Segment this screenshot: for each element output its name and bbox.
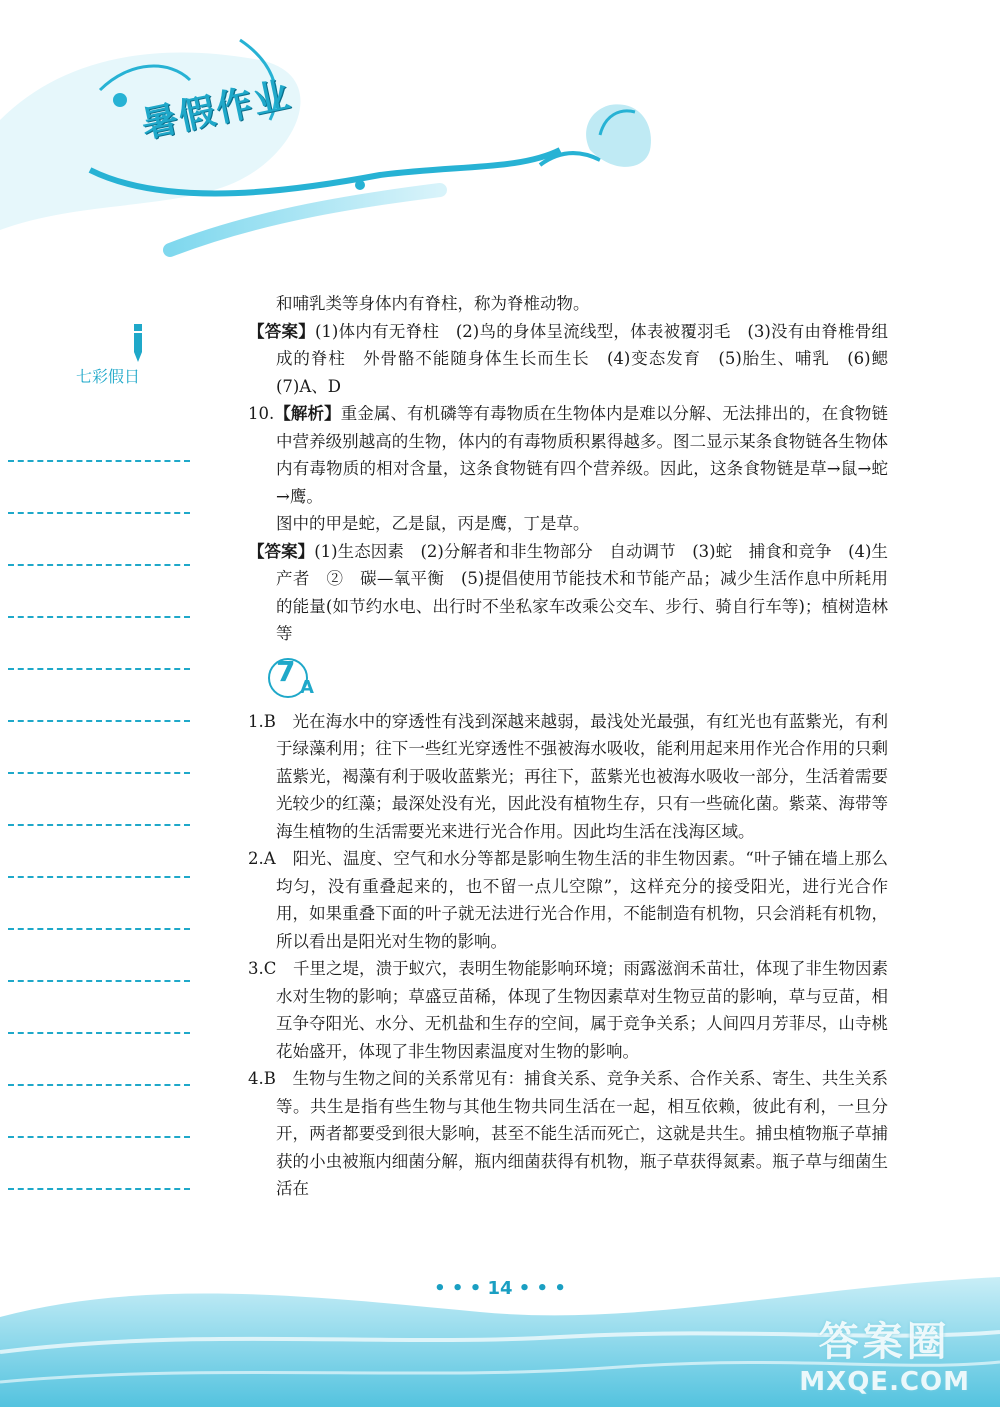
note-line xyxy=(8,878,190,930)
note-line xyxy=(8,566,190,618)
watermark xyxy=(799,1310,970,1397)
note-line xyxy=(8,722,190,774)
note-line xyxy=(8,1034,190,1086)
note-line xyxy=(8,930,190,982)
answer-paragraph xyxy=(248,538,888,648)
answer-item xyxy=(248,955,888,1065)
item-text: 生物与生物之间的关系常见有：捕食关系、竞争关系、合作关系、寄生、共生关系等。共生是指有些生物与其他生物共同生活在一起，相互依赖，彼此有利，一旦分开，两者都要受到很大影响，甚至不能生活而死亡，这就是共生。捕虫植物瓶子草捕获的小虫被瓶内细菌分解，瓶内细菌获得有机物，瓶子草获得氮素。瓶子草与细菌生活在 xyxy=(276,1069,889,1198)
item-number: 2. xyxy=(248,849,264,868)
main-content xyxy=(248,290,905,1203)
note-line xyxy=(8,410,190,462)
item-answer: B xyxy=(263,711,276,731)
section-number: 7 xyxy=(276,654,296,688)
item-number: 4. xyxy=(248,1069,264,1088)
note-line xyxy=(8,826,190,878)
sidebar-label: 七彩假日 xyxy=(76,367,141,386)
answer-item xyxy=(248,845,888,955)
note-line xyxy=(8,514,190,566)
note-line xyxy=(8,1138,190,1190)
header-title: 暑假作业 xyxy=(138,74,296,147)
item-answer: C xyxy=(263,959,277,978)
analysis-tag: 【解析】 xyxy=(274,404,341,423)
question-number: 10. xyxy=(248,404,275,423)
note-line xyxy=(8,1086,190,1138)
watermark-url: MXQE.COM xyxy=(799,1367,970,1397)
answer-tag: 【答案】 xyxy=(248,321,315,341)
item-text: 千里之堤，溃于蚁穴，表明生物能影响环境；雨露滋润禾苗壮，体现了非生物因素水对生物的影响；草盛豆苗稀，体现了生物因素草对生物豆苗的影响，草与豆苗，相互争夺阳光、水分、无机盐和生存的空间，属于竞争关系；人间四月芳菲尽，山寺桃花始盛开，体现了非生物因素温度对生物的影响。 xyxy=(276,959,889,1061)
item-answer: B xyxy=(263,1069,276,1088)
analysis-text: 重金属、有机磷等有毒物质在生物体内是难以分解、无法排出的，在食物链中营养级别越高的生物，体内的有毒物质积累得越多。图二显示某条食物链各生物体内有毒物质的相对含量，这条食物链有四个营养级。因此，这条食物链是草→鼠→蛇→鹰。 xyxy=(276,404,889,506)
answer-item xyxy=(248,708,888,846)
text-line: 和哺乳类等身体内有脊柱，称为脊椎动物。 xyxy=(276,294,590,313)
page-number: • • • 14 • • • xyxy=(434,1278,566,1299)
note-line xyxy=(8,982,190,1034)
watermark-title: 答案圈 xyxy=(818,1319,951,1365)
item-text: 光在海水中的穿透性有浅到深越来越弱，最浅处光最强，有红光也有蓝紫光，有利于绿藻利用；往下一些红光穿透性不强被海水吸收，能利用起来用作光合作用的只剩蓝紫光，褐藻有利于吸收蓝紫光；再往下，蓝紫光也被海水吸收一部分，生活着需要光较少的红藻；最深处没有光，因此没有植物生存，只有一些硫化菌。紫菜、海带等海生植物的生活需要光来进行光合作用。因此均生活在浅海区域。 xyxy=(276,711,889,841)
section-badge xyxy=(248,656,888,702)
item-answer: A xyxy=(263,849,276,868)
note-lines xyxy=(8,410,190,1190)
note-line xyxy=(8,774,190,826)
item-text: 阳光、温度、空气和水分等都是影响生物生活的非生物因素。“叶子铺在墙上那么均匀，没有重叠起来的，也不留一点儿空隙”，这样充分的接受阳光，进行光合作用，如果重叠下面的叶子就无法进行光合作用，不能制造有机物，只会消耗有机物，所以看出是阳光对生物的影响。 xyxy=(276,849,889,951)
question-10-analysis xyxy=(248,400,888,510)
note-line xyxy=(8,670,190,722)
section-letter: A xyxy=(300,676,314,698)
answer-item xyxy=(248,1065,888,1203)
note-line xyxy=(8,618,190,670)
pen-icon xyxy=(126,322,150,368)
note-line xyxy=(8,462,190,514)
item-number: 3. xyxy=(248,959,264,978)
answer-text: (1)体内有无脊柱 (2)鸟的身体呈流线型，体表被覆羽毛 (3)没有由脊椎骨组成的脊柱 外骨骼不能随身体生长而生长 (4)变态发育 (5)胎生、哺乳 (6)鳃 (7)A、D xyxy=(276,321,905,396)
answer-text: (1)生态因素 (2)分解者和非生物部分 自动调节 (3)蛇 捕食和竞争 (4)生产者 ② 碳—氧平衡 (5)提倡使用节能技术和节能产品；减少生活作息中所耗用的能量(如节约水电、出行时不坐私家车改乘公交车、步行、骑自行车等)；植树造林等 xyxy=(276,541,889,643)
item-number: 1. xyxy=(248,711,264,731)
text-line: 图中的甲是蛇，乙是鼠，丙是鹰，丁是草。 xyxy=(276,514,590,533)
answer-tag: 【答案】 xyxy=(248,541,315,561)
answer-paragraph xyxy=(248,318,905,401)
